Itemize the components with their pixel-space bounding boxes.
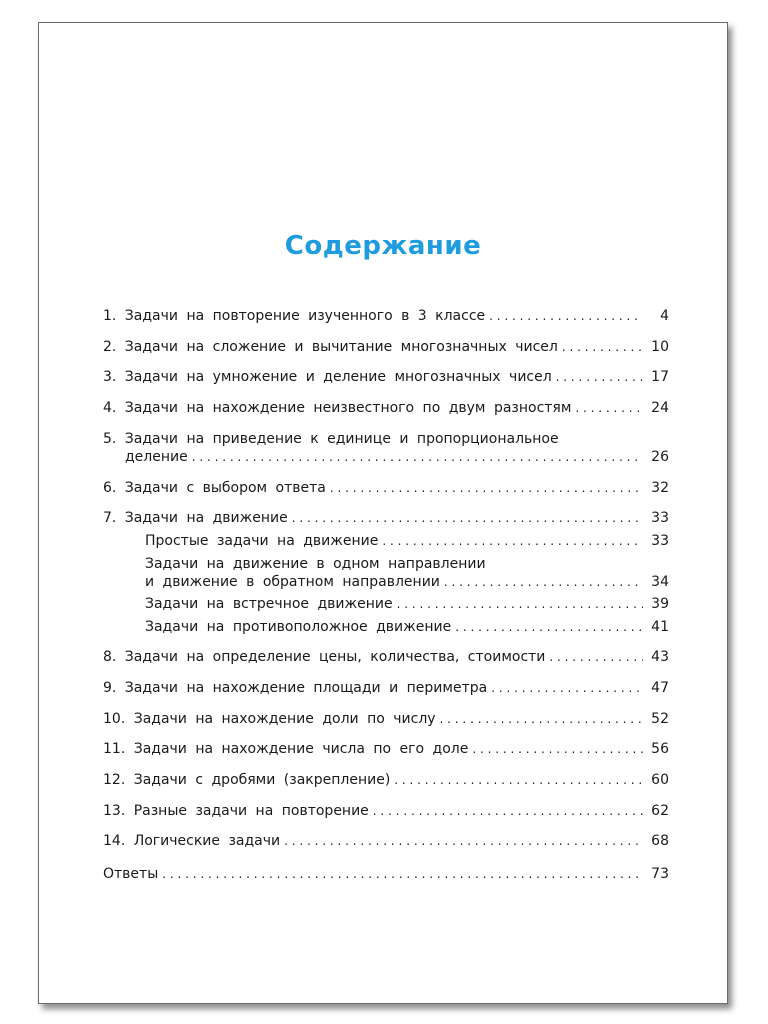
toc-entry-title-continued: деление (125, 448, 192, 466)
toc-entry-title: Ответы (103, 865, 162, 883)
toc-entry-title: 11. Задачи на нахождение числа по его доле (103, 740, 472, 758)
leader-dots (455, 618, 643, 636)
toc-entry-page: 68 (651, 833, 669, 849)
toc-entry-5[interactable] (103, 448, 669, 466)
toc-entry-13[interactable] (103, 802, 669, 820)
toc-entry-page: 56 (651, 741, 669, 757)
toc-entry-page: 41 (651, 619, 669, 635)
toc-entry-page: 32 (651, 480, 669, 496)
toc-entry-1[interactable] (103, 307, 669, 325)
toc-entry-page: 17 (651, 369, 669, 385)
toc-entry-title: 4. Задачи на нахождение неизвестного по двум разностям (103, 399, 575, 417)
toc-entry-title: 10. Задачи на нахождение доли по числу (103, 710, 440, 728)
leader-dots (489, 307, 643, 325)
toc-entry-4[interactable] (103, 399, 669, 417)
toc-entry-page: 10 (651, 339, 669, 355)
leader-dots (556, 368, 643, 386)
toc-entry-8[interactable] (103, 648, 669, 666)
leader-dots (491, 679, 643, 697)
toc-entry-title: 9. Задачи на нахождение площади и периметра (103, 679, 491, 697)
toc-subentry-oncoming-motion[interactable] (103, 595, 669, 613)
leader-dots (549, 648, 643, 666)
toc-entry-title: Задачи на противоположное движение (145, 618, 455, 636)
leader-dots (575, 399, 643, 417)
leader-dots (440, 710, 643, 728)
toc-entry-answers[interactable] (103, 865, 669, 883)
toc-subentry-simple-motion[interactable] (103, 532, 669, 550)
toc-entry-page: 52 (651, 711, 669, 727)
toc-subentry-opposite-motion[interactable] (103, 618, 669, 636)
toc-entry-title: Задачи на встречное движение (145, 595, 397, 613)
toc-entry-title: 12. Задачи с дробями (закрепление) (103, 771, 394, 789)
toc-entry-page: 47 (651, 680, 669, 696)
toc-entry-page: 73 (651, 866, 669, 882)
toc-entry-title: 8. Задачи на определение цены, количества, стоимости (103, 648, 549, 666)
leader-dots (292, 509, 643, 527)
toc-entry-title: 14. Логические задачи (103, 832, 284, 850)
toc-entry-title-continued: и движение в обратном направлении (145, 573, 444, 591)
document-page (38, 22, 728, 1004)
leader-dots (284, 832, 643, 850)
leader-dots (562, 338, 643, 356)
toc-entry-page: 33 (651, 533, 669, 549)
toc-entry-title: 3. Задачи на умножение и деление многозначных чисел (103, 368, 556, 386)
toc-entry-9[interactable] (103, 679, 669, 697)
toc-entry-page: 34 (651, 574, 669, 590)
leader-dots (330, 479, 643, 497)
toc-entry-12[interactable] (103, 771, 669, 789)
toc-entry-page: 4 (660, 308, 669, 324)
toc-entry-page: 62 (651, 803, 669, 819)
toc-entry-5-line1[interactable]: 5. Задачи на приведение к единице и пропорциональное (103, 431, 559, 447)
leader-dots (397, 595, 643, 613)
toc-entry-page: 60 (651, 772, 669, 788)
toc-entry-page: 26 (651, 449, 669, 465)
leader-dots (394, 771, 643, 789)
toc-subentry-same-direction-line1[interactable]: Задачи на движение в одном направлении (145, 556, 486, 572)
toc-entry-2[interactable] (103, 338, 669, 356)
toc-entry-title: 6. Задачи с выбором ответа (103, 479, 330, 497)
toc-entry-14[interactable] (103, 832, 669, 850)
leader-dots (162, 865, 643, 883)
leader-dots (382, 532, 643, 550)
toc-entry-page: 43 (651, 649, 669, 665)
toc-entry-7[interactable] (103, 509, 669, 527)
toc-entry-title: Простые задачи на движение (145, 532, 382, 550)
toc-entry-page: 39 (651, 596, 669, 612)
toc-entry-page: 33 (651, 510, 669, 526)
toc-entry-3[interactable] (103, 368, 669, 386)
toc-subentry-same-direction[interactable] (103, 573, 669, 591)
toc-entry-title: 1. Задачи на повторение изученного в 3 классе (103, 307, 489, 325)
toc-entry-page: 24 (651, 400, 669, 416)
toc-entry-10[interactable] (103, 710, 669, 728)
toc-entry-title: 13. Разные задачи на повторение (103, 802, 373, 820)
leader-dots (444, 573, 643, 591)
leader-dots (373, 802, 643, 820)
toc-entry-title: 2. Задачи на сложение и вычитание многозначных чисел (103, 338, 562, 356)
toc-entry-6[interactable] (103, 479, 669, 497)
leader-dots (192, 448, 643, 466)
toc-entry-title: 7. Задачи на движение (103, 509, 292, 527)
toc-entry-11[interactable] (103, 740, 669, 758)
page-title: Содержание (284, 231, 482, 261)
leader-dots (472, 740, 643, 758)
